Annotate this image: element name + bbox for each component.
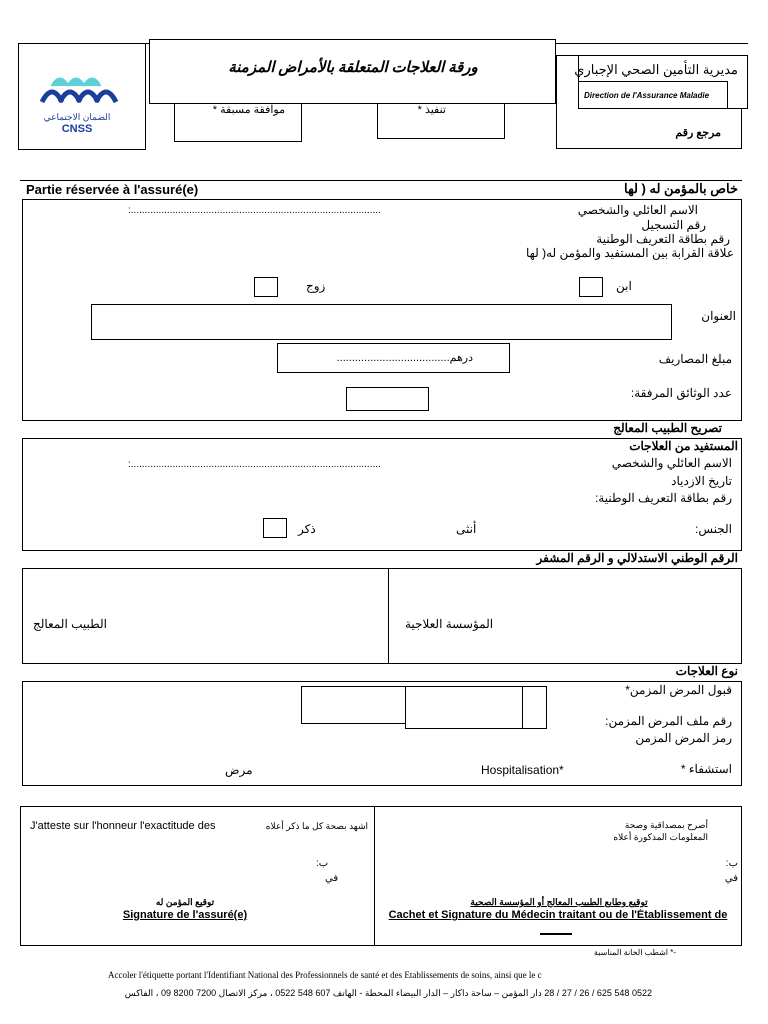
attest-left-ar: اشهد بصحة كل ما ذكر أعلاه [265, 821, 368, 831]
chronic-box-2[interactable] [405, 686, 547, 729]
insured-title-fr: Partie réservée à l'assuré(e) [26, 182, 199, 197]
sig-insured-ar: توقيع المؤمن له [155, 897, 215, 907]
insured-cin-label: رقم بطاقة التعريف الوطنية [596, 232, 730, 246]
beneficiary-label: المستفيد من العلاجات [629, 439, 738, 453]
birth-label: تاريخ الازدياد [671, 474, 732, 488]
attest-right-ar1: أصرح بمصداقية وصحة [624, 820, 708, 830]
title-box [149, 39, 556, 104]
doctor-label: الطبيب المعالج [33, 617, 107, 631]
directorate-fr: Direction de l'Assurance Maladie [584, 91, 710, 100]
hospital-ar-label: استشفاء * [680, 762, 732, 776]
acceptance-label: قبول المرض المزمن* [625, 683, 732, 697]
address-field[interactable] [91, 304, 672, 340]
care-title: نوع العلاجات [675, 664, 738, 678]
logo-arabic: الضمان الاجتماعي [43, 112, 111, 122]
male-checkbox[interactable] [263, 518, 287, 538]
cnss-logo-mark [38, 68, 124, 118]
spouse-label: زوج [306, 279, 326, 293]
prior-approval-label: موافقة مسبقة * [212, 104, 285, 116]
footer-instruction: Accoler l'étiquette portant l'Identifiant National des Professionnels de santé et des Etablissements de soins, ainsi que le c [108, 970, 542, 980]
son-checkbox[interactable] [579, 277, 603, 297]
doctor-decl-title: تصريح الطبيب المعالج [613, 421, 722, 435]
relation-label: علاقة القرابة بين المستفيد والمؤمن له( لها [525, 246, 734, 260]
sig-doctor-line [540, 933, 572, 935]
beneficiary-name-dots: :.......................................................................................... [128, 459, 381, 470]
female-label: أنثى [456, 522, 477, 536]
inpe-divider [388, 568, 389, 664]
expenses-label: مبلغ المصاريف [658, 352, 732, 366]
execution-box [377, 98, 505, 139]
spouse-checkbox[interactable] [254, 277, 278, 297]
hospital-fr-label: Hospitalisation* [481, 763, 564, 777]
insured-title-ar: خاص بالمؤمن له ( لها [624, 181, 738, 196]
expenses-field[interactable] [277, 343, 510, 373]
attest-right-b: ب: [725, 858, 738, 869]
establishment-label: المؤسسة العلاجية [405, 617, 494, 631]
insured-name-label: الاسم العائلي والشخصي [577, 203, 698, 217]
registration-label: رقم التسجيل [641, 218, 706, 232]
disease-label: مرض [225, 763, 253, 777]
expenses-value: درهم..................................... [336, 352, 473, 364]
docs-count-label: عدد الوثائق المرفقة: [630, 386, 732, 400]
sig-insured-fr: Signature de l'assuré(e) [122, 909, 248, 921]
sig-doctor-ar: توقيع وطابع الطبيب المعالج أو المؤسسة الصحية [470, 897, 648, 907]
male-label: ذكر [298, 522, 316, 536]
beneficiary-cin-label: رقم بطاقة التعريف الوطنية: [594, 491, 732, 505]
footer-note: -* اشطب الخانة المناسبة [593, 948, 676, 957]
logo-text: CNSS [61, 123, 93, 135]
docs-count-field[interactable] [346, 387, 429, 411]
execution-label: تنفيذ * [417, 104, 446, 116]
inpe-title: الرقم الوطني الاستدلالي و الرقم المشفر [536, 551, 738, 565]
attest-right-fi: في [724, 873, 738, 884]
form-title: ورقة العلاجات المتعلقة بالأمراض المزمنة [228, 60, 478, 76]
beneficiary-name-label: الاسم العائلي والشخصي [611, 456, 732, 470]
disease-code-label: رمز المرض المزمن [635, 731, 732, 745]
attest-left-b: ب: [316, 858, 329, 869]
attest-left-fi: في [325, 873, 339, 884]
attest-left-fr: J'atteste sur l'honneur l'exactitude des [30, 820, 216, 832]
address-label: العنوان [701, 309, 736, 323]
file-number-label: رقم ملف المرض المزمن: [605, 714, 732, 728]
footer-address: 0522 548 625 / 26 / 27 / 28 دار المؤمن – ساحة داكار – الدار البيضاء المحطة - الهاتف 607 548 0522 ، مركز الاتصال 7200 8200 09 ، الفاكس [124, 988, 652, 998]
inpe-section [22, 568, 742, 664]
attest-right-ar2: المعلومات المذكورة أعلاه [613, 832, 708, 842]
chronic-box-divider [522, 686, 523, 729]
cnss-logo [38, 68, 124, 136]
directorate-ar: مديرية التأمين الصحي الإجباري [574, 62, 738, 77]
reference-label: مرجع رقم [675, 127, 721, 139]
gender-label: الجنس: [695, 522, 732, 536]
insured-name-dots: :.......................................................................................... [128, 205, 381, 216]
prior-approval-box [174, 98, 302, 142]
sig-doctor-fr: Cachet et Signature du Médecin traitant ou de l'Établissement de [388, 909, 728, 921]
son-label: ابن [616, 279, 632, 293]
